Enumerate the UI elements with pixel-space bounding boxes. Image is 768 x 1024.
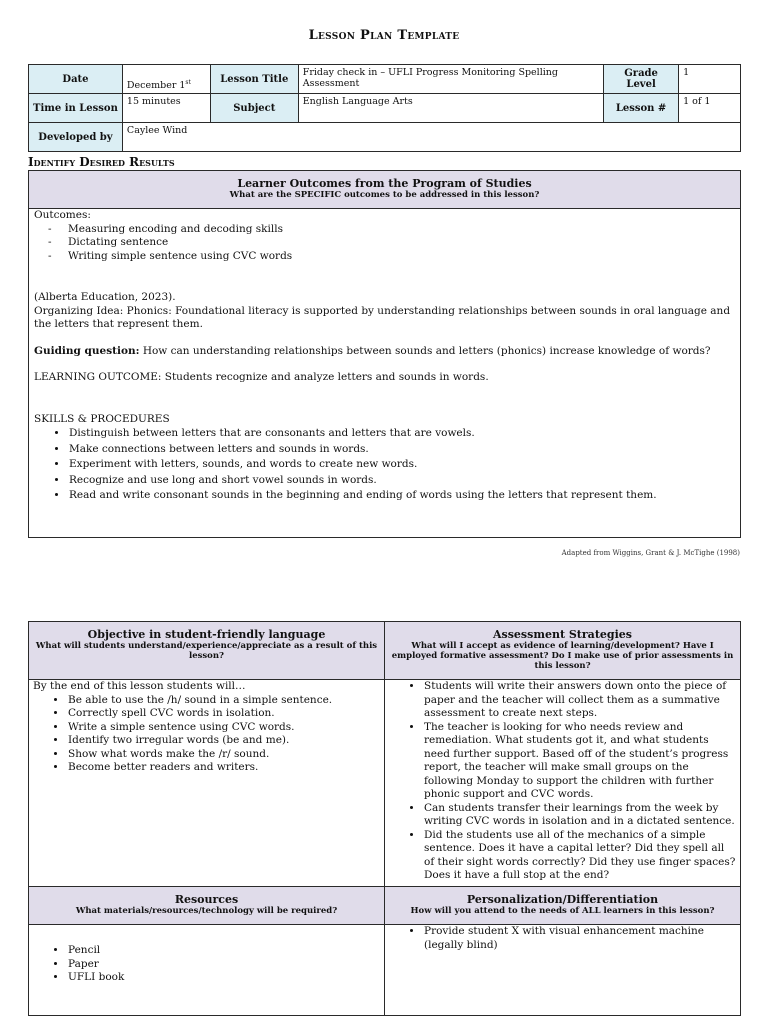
- learner-outcomes-title: Learner Outcomes from the Program of Studies: [237, 177, 532, 190]
- list-item: • Write a simple sentence using CVC words.: [67, 721, 380, 735]
- assessment-body: [385, 680, 741, 887]
- objective-header: [29, 622, 385, 680]
- resources-subtitle: What materials/resources/technology will be required?: [75, 906, 338, 916]
- list-item: • Paper: [67, 958, 380, 972]
- objective-list: [33, 694, 380, 775]
- learner-outcomes-box: [28, 170, 741, 538]
- personalization-header: [385, 887, 741, 925]
- developed-by-label: Developed by: [29, 123, 123, 152]
- citation: (Alberta Education, 2023).: [34, 291, 176, 303]
- list-item: • Identify two irregular words (be and me).: [67, 734, 380, 748]
- list-item: - Dictating sentence: [48, 236, 735, 250]
- list-item: • Read and write consonant sounds in the beginning and ending of words using the letters that represent them.: [68, 488, 735, 504]
- list-item: - Writing simple sentence using CVC words: [48, 250, 735, 264]
- time-value: 15 minutes: [122, 94, 210, 123]
- list-item: • Pencil: [67, 944, 380, 958]
- skills-label: SKILLS & PROCEDURES: [34, 412, 170, 425]
- personalization-body: [385, 925, 741, 1016]
- list-item: • Show what words make the /r/ sound.: [67, 748, 380, 762]
- subject-value: English Language Arts: [298, 94, 603, 123]
- list-item: • Become better readers and writers.: [67, 761, 380, 775]
- organizing-idea: Organizing Idea: Phonics: Foundational literacy is supported by understanding relationships between sounds in oral language and the letters that represent them.: [34, 304, 731, 330]
- grade-level-value: 1: [679, 65, 741, 94]
- list-item: • Did the students use all of the mechanics of a simple sentence. Does it have a capital letter? Did they spell all of their sight words correctly? Did they use finger spaces? Does it have a full stop at the end?: [423, 829, 736, 883]
- list-item: • UFLI book: [67, 971, 380, 985]
- skills-list: [34, 426, 735, 504]
- date-label: Date: [29, 65, 123, 94]
- assessment-title: Assessment Strategies: [493, 628, 632, 641]
- learner-outcomes-header: [29, 171, 741, 209]
- objective-body: [29, 680, 385, 887]
- lesson-title-label: Lesson Title: [210, 65, 298, 94]
- adapted-from-note: Adapted from Wiggins, Grant & J. McTighe (1998): [561, 549, 740, 557]
- resources-header: [29, 887, 385, 925]
- list-item: • Recognize and use long and short vowel sounds in words.: [68, 473, 735, 489]
- learner-outcomes-body: [29, 209, 741, 538]
- learning-outcome: LEARNING OUTCOME: Students recognize and analyze letters and sounds in words.: [34, 371, 489, 383]
- resources-body: [29, 925, 385, 1016]
- developed-by-value: Caylee Wind: [122, 123, 740, 152]
- list-item: • Can students transfer their learnings from the week by writing CVC words in isolation and in a dictated sentence.: [423, 802, 736, 829]
- personalization-title: Personalization/Differentiation: [466, 893, 659, 906]
- lesson-header-table: [28, 64, 741, 152]
- guiding-question: Guiding question: How can understanding relationships between sounds and letters (phonics) increase knowledge of words?: [34, 344, 711, 357]
- lesson-title-value: Friday check in – UFLI Progress Monitoring Spelling Assessment: [298, 65, 603, 94]
- objective-intro: By the end of this lesson students will…: [33, 680, 246, 692]
- page-title: Lesson Plan Template: [308, 28, 460, 43]
- assessment-subtitle: What will I accept as evidence of learning/development? Have I employed formative assessment? Do I make use of prior assessments in this lesson?: [391, 641, 734, 671]
- assessment-list: [389, 680, 736, 883]
- list-item: • Provide student X with visual enhancement machine (legally blind): [423, 925, 736, 952]
- subject-label: Subject: [210, 94, 298, 123]
- resources-title: Resources: [174, 893, 239, 906]
- list-item: • Make connections between letters and sounds in words.: [68, 442, 735, 458]
- lesson-number-value: 1 of 1: [679, 94, 741, 123]
- grade-level-label: Grade Level: [604, 65, 679, 94]
- objective-subtitle: What will students understand/experience/appreciate as a result of this lesson?: [35, 641, 378, 661]
- assessment-header: [385, 622, 741, 680]
- section-heading-desired-results: Identify Desired Results: [28, 155, 741, 171]
- lesson-number-label: Lesson #: [604, 94, 679, 123]
- lesson-details-table: [28, 621, 741, 1016]
- list-item: • Be able to use the /h/ sound in a simple sentence.: [67, 694, 380, 708]
- personalization-list: [389, 925, 736, 952]
- list-item: • The teacher is looking for who needs review and remediation. What students got it, and what students need further support. Based off of the student’s progress report, the teacher will make small groups on the following Monday to support the children with further phonic support and CVC words.: [423, 721, 736, 802]
- outcomes-label: Outcomes:: [34, 209, 91, 221]
- date-value: December 1st: [122, 65, 210, 94]
- list-item: • Correctly spell CVC words in isolation.: [67, 707, 380, 721]
- objective-title: Objective in student-friendly language: [87, 628, 326, 641]
- time-label: Time in Lesson: [29, 94, 123, 123]
- resources-list: [33, 944, 380, 985]
- outcomes-list: [34, 223, 735, 264]
- learner-outcomes-subtitle: What are the SPECIFIC outcomes to be addressed in this lesson?: [229, 190, 540, 200]
- list-item: • Distinguish between letters that are consonants and letters that are vowels.: [68, 426, 735, 442]
- list-item: - Measuring encoding and decoding skills: [48, 223, 735, 237]
- list-item: • Students will write their answers down onto the piece of paper and the teacher will collect them as a summative assessment to create next steps.: [423, 680, 736, 721]
- personalization-subtitle: How will you attend to the needs of ALL learners in this lesson?: [410, 906, 715, 916]
- list-item: • Experiment with letters, sounds, and words to create new words.: [68, 457, 735, 473]
